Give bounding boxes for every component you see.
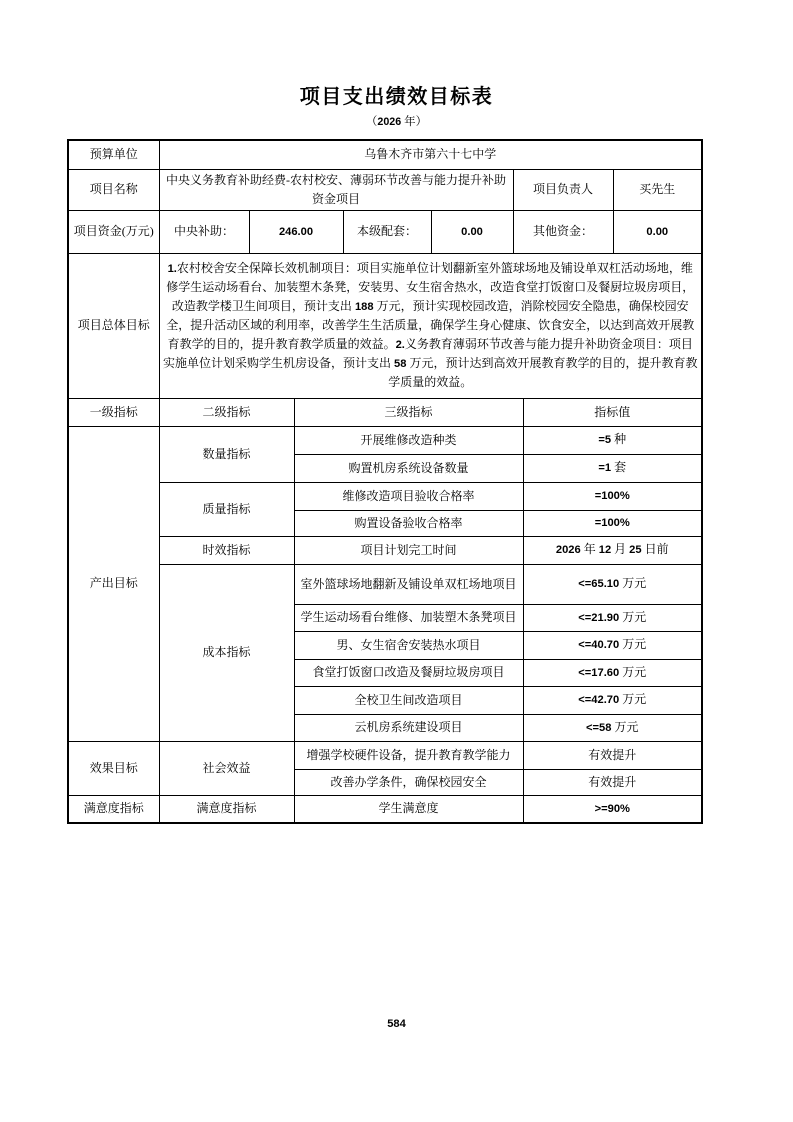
performance-target-table [67, 139, 703, 824]
indicator-row [68, 536, 702, 564]
indicator-header-row [68, 398, 702, 426]
indicator-row [68, 564, 702, 604]
indicator-name-cell: 增强学校硬件设备，提升教育教学能力 [294, 741, 523, 769]
indicator-value-cell: <=58 万元 [523, 714, 702, 741]
indicator-value-cell: >=90% [523, 795, 702, 823]
indicator-name-cell: 开展维修改造种类 [294, 426, 523, 454]
indicator-name-cell: 改善办学条件，确保校园安全 [294, 769, 523, 795]
indicator-row [68, 426, 702, 454]
indicator-value-cell: <=40.70 万元 [523, 631, 702, 659]
project-name-label-cell: 项目名称 [68, 169, 159, 210]
funds-label-cell: 项目资金(万元) [68, 210, 159, 253]
quality-indicator-cell: 质量指标 [159, 482, 294, 536]
quantity-indicator-cell: 数量指标 [159, 426, 294, 482]
indicator-value-cell: 有效提升 [523, 769, 702, 795]
indicator-name-cell: 学生运动场看台维修、加装塑木条凳项目 [294, 604, 523, 631]
overall-goal-label-cell: 项目总体目标 [68, 253, 159, 398]
indicator-name-cell: 项目计划完工时间 [294, 536, 523, 564]
project-name-value-cell: 中央义务教育补助经费-农村校安、薄弱环节改善与能力提升补助资金项目 [159, 169, 513, 210]
indicator-row [68, 482, 702, 510]
page-subtitle-year: （2026 年） [365, 116, 428, 128]
social-benefit-cell: 社会效益 [159, 741, 294, 795]
output-target-cell: 产出目标 [68, 426, 159, 741]
local-matching-label-cell: 本级配套： [343, 210, 431, 253]
level1-header-cell: 一级指标 [68, 398, 159, 426]
level2-header-cell: 二级指标 [159, 398, 294, 426]
central-subsidy-value-cell: 246.00 [249, 210, 343, 253]
overall-goal-text-cell: 1.农村校舍安全保障长效机制项目：项目实施单位计划翻新室外篮球场地及铺设单双杠活动场地，维修学生运动场看台、加装塑木条凳，安装男、女生宿舍热水，改造食堂打饭窗口及餐厨垃圾房项目，改造教学楼卫生间项目，预计支出 188 万元，预计实现校园改造，消除校园安全隐患，确保校园安全，提升活动区域的利用率，改善学生生活质量，确保学生身心健康、饮食安全，以达到高效开展教育教学的目的，提升教育教学质量的效益。2.义务教育薄弱环节改善与能力提升补助资金项目：项目实施单位计划采购学生机房设备，预计支出 58 万元，预计达到高效开展教育教学的目的，提升教育教学质量的效益。 [159, 253, 702, 398]
budget-unit-value-cell: 乌鲁木齐市第六十七中学 [159, 140, 702, 169]
indicator-name-cell: 室外篮球场地翻新及铺设单双杠场地项目 [294, 564, 523, 604]
project-name-row [68, 169, 702, 210]
cost-indicator-cell: 成本指标 [159, 564, 294, 741]
indicator-value-cell: 有效提升 [523, 741, 702, 769]
indicator-name-cell: 云机房系统建设项目 [294, 714, 523, 741]
overall-goal-row [68, 253, 702, 398]
budget-unit-row [68, 140, 702, 169]
effect-target-cell: 效果目标 [68, 741, 159, 795]
other-funds-label-cell: 其他资金： [513, 210, 613, 253]
satisfaction-level1-cell: 满意度指标 [68, 795, 159, 823]
indicator-value-cell: 2026 年 12 月 25 日前 [523, 536, 702, 564]
other-funds-value-cell: 0.00 [613, 210, 702, 253]
indicator-name-cell: 男、女生宿舍安装热水项目 [294, 631, 523, 659]
project-funds-row [68, 210, 702, 253]
project-leader-label-cell: 项目负责人 [513, 169, 613, 210]
budget-unit-label-cell: 预算单位 [68, 140, 159, 169]
indicator-value-cell: =5 种 [523, 426, 702, 454]
indicator-value-cell: <=21.90 万元 [523, 604, 702, 631]
indicator-value-cell: <=42.70 万元 [523, 686, 702, 714]
indicator-name-cell: 食堂打饭窗口改造及餐厨垃圾房项目 [294, 659, 523, 686]
indicator-name-cell: 全校卫生间改造项目 [294, 686, 523, 714]
indicator-value-cell: =100% [523, 510, 702, 536]
project-leader-value-cell: 买先生 [613, 169, 702, 210]
indicator-name-cell: 维修改造项目验收合格率 [294, 482, 523, 510]
satisfaction-level2-cell: 满意度指标 [159, 795, 294, 823]
indicator-row [68, 741, 702, 769]
page-title: 项目支出绩效目标表 [299, 86, 494, 108]
central-subsidy-label-cell: 中央补助： [159, 210, 249, 253]
indicator-name-cell: 学生满意度 [294, 795, 523, 823]
local-matching-value-cell: 0.00 [431, 210, 513, 253]
indicator-name-cell: 购置机房系统设备数量 [294, 454, 523, 482]
value-header-cell: 指标值 [523, 398, 702, 426]
indicator-name-cell: 购置设备验收合格率 [294, 510, 523, 536]
indicator-row [68, 795, 702, 823]
level3-header-cell: 三级指标 [294, 398, 523, 426]
timeliness-indicator-cell: 时效指标 [159, 536, 294, 564]
indicator-value-cell: <=65.10 万元 [523, 564, 702, 604]
indicator-value-cell: =100% [523, 482, 702, 510]
indicator-value-cell: =1 套 [523, 454, 702, 482]
indicator-value-cell: <=17.60 万元 [523, 659, 702, 686]
page-number: 584 [387, 1018, 406, 1030]
